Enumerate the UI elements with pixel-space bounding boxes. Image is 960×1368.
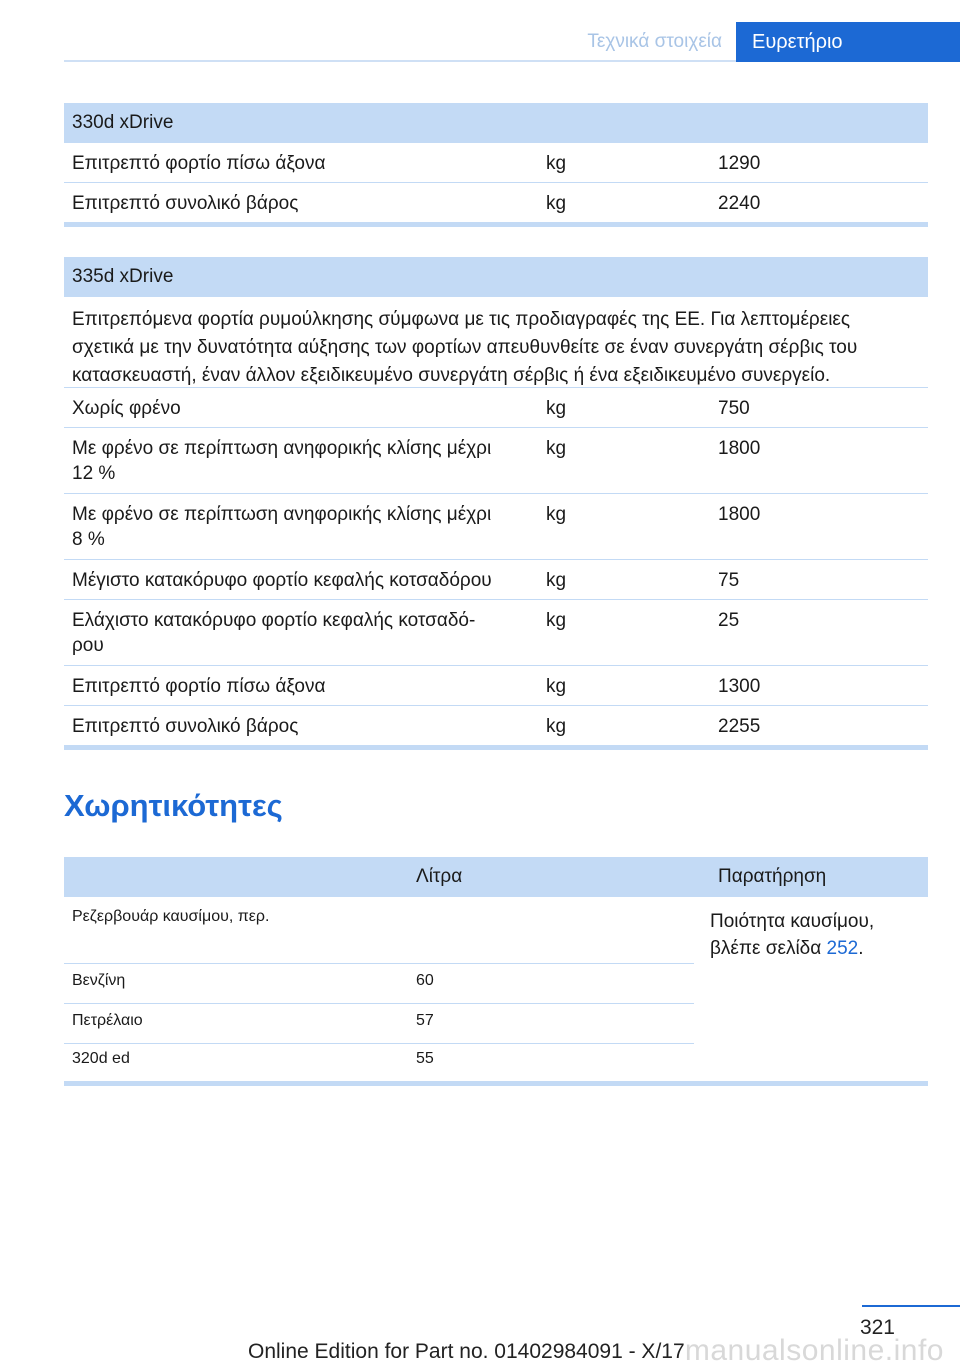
row-value: 55 (416, 1050, 434, 1067)
row-label: Μέγιστο κατακόρυφο φορτίο κεφαλής κοτσαδόρου (72, 570, 492, 591)
table-end-rule (64, 1081, 928, 1086)
row-value: 57 (416, 1012, 434, 1029)
row-label-cont: ρου (72, 635, 104, 656)
col-liters-header: Λίτρα (416, 866, 463, 887)
row-label: Επιτρεπτό φορτίο πίσω άξονα (72, 676, 326, 697)
row-label-cont: 12 % (72, 463, 116, 484)
row-label: Πετρέλαιο (72, 1012, 143, 1029)
row-value: 1800 (718, 504, 761, 525)
row-unit: kg (546, 570, 567, 591)
row-unit: kg (546, 676, 567, 697)
row-label: Επιτρεπτό συνολικό βάρος (72, 193, 299, 214)
table-row (64, 964, 694, 1004)
row-label: Επιτρεπτό συνολικό βάρος (72, 716, 299, 737)
row-label-cont: 8 % (72, 529, 105, 550)
row-value: 1300 (718, 676, 761, 697)
watermark: manualsonline.info (684, 1334, 944, 1367)
table-row (64, 666, 928, 706)
row-unit: kg (546, 438, 567, 459)
row-value: 75 (718, 570, 740, 591)
row-value: 25 (718, 610, 740, 631)
row-label: Βενζίνη (72, 972, 126, 989)
row-label: 320d ed (72, 1050, 130, 1067)
table-row (64, 897, 694, 964)
row-value: 2255 (718, 716, 761, 737)
note-line: σχετικά με την δυνατότητα αύξησης των φορτίων απευθυνθείτε σε έναν συνεργάτη σέρβις του (72, 337, 858, 358)
table-end-rule (64, 745, 928, 750)
table-row (64, 388, 928, 428)
capacities-body (64, 897, 928, 1081)
row-value: 1290 (718, 153, 761, 174)
capacities-header (64, 857, 928, 897)
row-value: 60 (416, 972, 434, 989)
row-value: 1800 (718, 438, 761, 459)
tab-index[interactable]: Ευρετήριο (736, 22, 960, 62)
row-label: Επιτρεπτό φορτίο πίσω άξονα (72, 153, 326, 174)
row-value: 2240 (718, 193, 761, 214)
page-number: 321 (859, 1316, 895, 1339)
table-row (64, 600, 928, 666)
remark-line: βλέπε σελίδα (710, 938, 822, 959)
section-title: Χωρητικότητες (64, 788, 283, 823)
row-unit: kg (546, 398, 567, 419)
page-link[interactable]: 252 (826, 938, 859, 959)
table-end-rule (64, 222, 928, 227)
note-line: Επιτρεπόμενα φορτία ρυμούλκησης σύμφωνα με τις προδιαγραφές της ΕΕ. Για λεπτομέρειες (72, 309, 851, 330)
towing-note (64, 297, 928, 388)
table-row (64, 143, 928, 183)
table-row (64, 494, 928, 560)
table-335d-title: 335d xDrive (72, 266, 174, 287)
edition-footer: Online Edition for Part no. 01402984091 - X/17 (248, 1340, 685, 1363)
row-value: 750 (718, 398, 750, 419)
tab-technical-data[interactable]: Τεχνικά στοιχεία (587, 31, 722, 52)
table-row (64, 560, 928, 600)
table-row (64, 706, 928, 745)
row-unit: kg (546, 610, 567, 631)
row-unit: kg (546, 153, 567, 174)
col-remark-header: Παρατήρηση (718, 866, 827, 887)
row-unit: kg (546, 716, 567, 737)
row-label: Με φρένο σε περίπτωση ανηφορικής κλίσης μέχρι (72, 504, 492, 525)
row-unit: kg (546, 193, 567, 214)
remark-line: Ποιότητα καυσίμου, (710, 911, 875, 932)
remark-suffix: . (858, 938, 864, 959)
table-row (64, 1004, 694, 1044)
page-number-rule (862, 1305, 960, 1307)
table-330d-header (64, 103, 928, 143)
row-label: Χωρίς φρένο (72, 398, 181, 419)
row-unit: kg (546, 504, 567, 525)
capacities-table (64, 857, 928, 1086)
row-label: Ελάχιστο κατακόρυφο φορτίο κεφαλής κοτσαδό- (72, 610, 476, 631)
table-row (64, 183, 928, 222)
table-335d (64, 257, 928, 750)
table-330d-title: 330d xDrive (72, 112, 174, 133)
note-line: κατασκευαστή, έναν άλλον εξειδικευμένο συνεργάτη σέρβις ή ένα εξειδικευμένο συνεργείο. (72, 365, 831, 386)
table-335d-header (64, 257, 928, 297)
table-row (64, 1044, 694, 1081)
row-label: Με φρένο σε περίπτωση ανηφορικής κλίσης μέχρι (72, 438, 492, 459)
table-330d (64, 103, 928, 227)
row-label: Ρεζερβουάρ καυσίμου, περ. (72, 908, 270, 925)
table-row (64, 428, 928, 494)
fuel-quality-remark (710, 908, 928, 962)
